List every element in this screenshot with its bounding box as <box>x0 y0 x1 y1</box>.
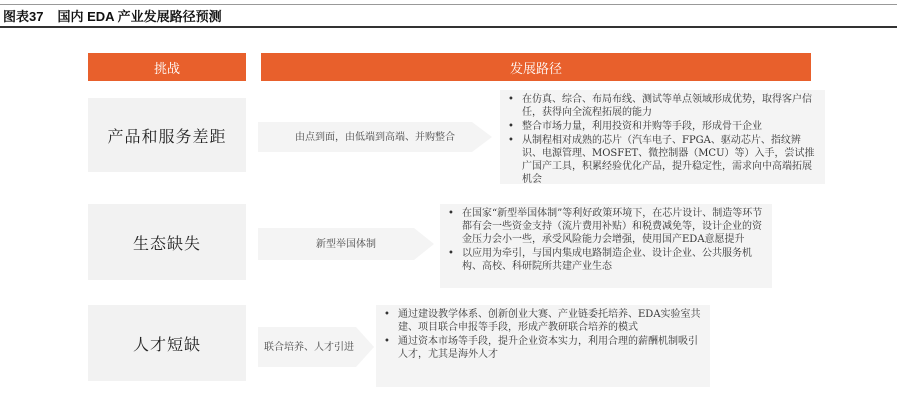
route-label: 由点到面，由低端到高端、并购整合 <box>295 131 455 143</box>
top-rule <box>0 4 897 5</box>
route-label: 联合培养、人才引进 <box>264 341 354 353</box>
route-arrow-product <box>258 122 492 152</box>
bullet-item: • 在国家“新型举国体制”等利好政策环境下，在芯片设计、制造等环节都有会一些资金支持（流片费用补贴）和税费减免等，设计企业的资金压力会小一些，承受风险能力会增强，使用国产EDA意愿提升 <box>448 208 763 245</box>
bullets-box-ecosystem <box>440 204 772 288</box>
challenge-label: 产品和服务差距 <box>107 126 227 146</box>
challenge-box-product <box>88 98 246 172</box>
figure-number: 图表37 <box>3 9 44 24</box>
challenge-box-ecosystem <box>88 204 246 280</box>
route-label: 新型举国体制 <box>316 238 376 250</box>
bullet-item: • 在仿真、综合、布局布线、测试等单点领域形成优势，取得客户信任，获得向全流程拓展的能力 <box>508 94 812 118</box>
header-challenge-label: 挑战 <box>153 61 180 77</box>
bullet-item: • 整合市场力量，利用投资和并购等手段，形成骨干企业 <box>508 121 762 132</box>
route-arrow-talent <box>258 327 374 367</box>
bullets-box-talent <box>376 305 710 387</box>
route-arrow-ecosystem <box>258 228 434 260</box>
challenge-label: 生态缺失 <box>132 233 201 253</box>
challenge-box-talent <box>88 305 246 381</box>
bullet-item: • 以应用为牵引，与国内集成电路制造企业、设计企业、公共服务机构、高校、科研院所共建产业生态 <box>448 248 752 272</box>
header-path <box>261 53 811 81</box>
challenge-label: 人才短缺 <box>132 334 201 354</box>
bullet-item: • 通过资本市场等手段，提升企业资本实力，利用合理的薪酬机制吸引人才，尤其是海外人才 <box>384 336 698 360</box>
bullet-item: • 从制程相对成熟的芯片（汽车电子、FPGA、驱动芯片、指纹辨识、电源管理、MOSFET、微控制器（MCU）等）入手，尝试推广国产工具，积累经验优化产品，提升稳定性，需求向中高端拓展机会 <box>508 135 815 185</box>
title-rule <box>0 26 897 28</box>
figure-title <box>3 6 222 25</box>
bullet-item: • 通过建设教学体系、创新创业大赛、产业链委托培养、EDA实验室共建、项目联合申报等手段，形成产教研联合培养的模式 <box>384 309 701 333</box>
header-path-label: 发展路径 <box>509 61 562 77</box>
figure-caption: 国内 EDA 产业发展路径预测 <box>57 9 222 24</box>
bullets-box-product <box>500 90 825 184</box>
header-challenge <box>88 53 246 81</box>
